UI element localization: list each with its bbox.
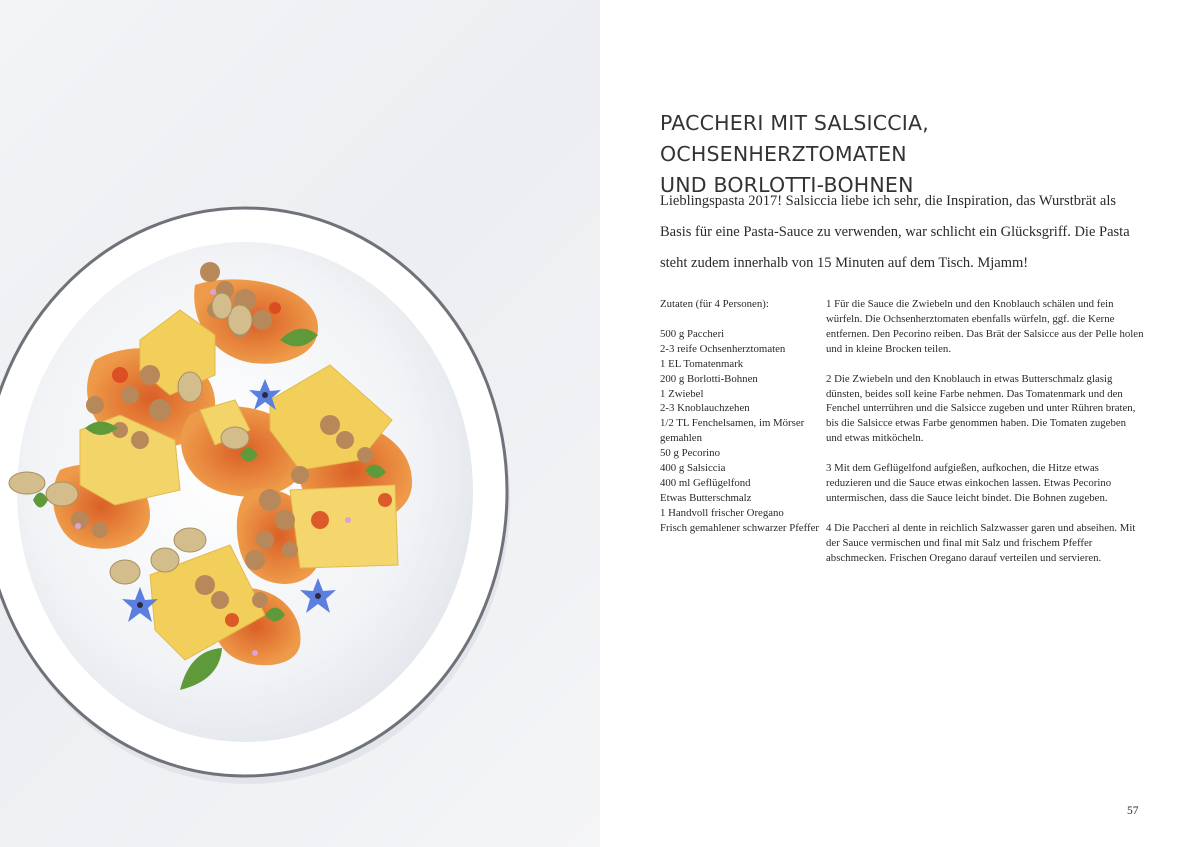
step-1: 1 Für die Sauce die Zwiebeln und den Knoblauch schälen und fein würfeln. Die Ochsenherztomaten ebenfalls würfeln, ggf. die Kerne entfernen. Den Pecorino reiben. Das Brät der Salsicce aus der Pelle holen und in kleine Brocken teilen. bbox=[826, 298, 1144, 355]
step-2: 2 Die Zwiebeln und den Knoblauch in etwas Butterschmalz glasig dünsten, beides soll keine Farbe nehmen. Das Tomatenmark und den Fenchel unterrühren und die Salsicce zugeben und unter Rühren braten, bis die Salsicce etwas Farbe genommen haben. Die Tomaten zugeben und etwas mitköcheln. bbox=[826, 372, 1136, 445]
ingredient-item: 2-3 Knoblauchzehen bbox=[660, 402, 750, 415]
ingredients-heading: Zutaten (für 4 Personen): bbox=[660, 298, 769, 310]
ingredient-item: 2-3 reife Ochsenherztomaten bbox=[660, 342, 786, 355]
ingredients-list bbox=[660, 327, 830, 536]
ingredients-column bbox=[660, 297, 830, 536]
step-3: 3 Mit dem Geflügelfond aufgießen, aufkochen, die Hitze etwas reduzieren und die Sauce etwas einkochen lassen. Etwas Pecorino untermischen, dass die Sauce leicht bindet. Die Bohnen zugeben. bbox=[826, 462, 1112, 504]
ingredient-item: 200 g Borlotti-Bohnen bbox=[660, 372, 758, 385]
ingredient-item: 1 Handvoll frischer Oregano bbox=[660, 506, 784, 519]
steps-column bbox=[826, 297, 1144, 581]
recipe-title-line-2: UND BORLOTTI-BOHNEN bbox=[660, 173, 914, 197]
ingredient-item: 400 ml Geflügelfond bbox=[660, 476, 751, 489]
recipe-page bbox=[600, 0, 1200, 847]
recipe-intro: Lieblingspasta 2017! Salsiccia liebe ich sehr, die Inspiration, das Wurstbrät als Basis für eine Pasta-Sauce zu verwenden, war schlicht ein Glücksgriff. Die Pasta steht zudem innerhalb von 15 Minuten auf dem Tisch. Mjamm! bbox=[660, 193, 1130, 271]
ingredient-item: 400 g Salsiccia bbox=[660, 462, 726, 475]
ingredient-item: 1/2 TL Fenchelsamen, im Mörser gemahlen bbox=[660, 417, 805, 445]
ingredient-item: 1 Zwiebel bbox=[660, 387, 704, 400]
step-4: 4 Die Paccheri al dente in reichlich Salzwasser garen und abseihen. Mit der Sauce vermischen und final mit Salz und frischem Pfeffer abschmecken. Frischen Oregano darauf verteilen und servieren. bbox=[826, 521, 1136, 564]
ingredient-item: Frisch gemahlener schwarzer Pfeffer bbox=[660, 521, 819, 534]
recipe-title-line-1: PACCHERI MIT SALSICCIA, OCHSENHERZTOMATEN bbox=[660, 111, 929, 166]
ingredient-item: 50 g Pecorino bbox=[660, 447, 720, 460]
page-number: 57 bbox=[1127, 805, 1139, 817]
ingredient-item: 1 EL Tomatenmark bbox=[660, 357, 744, 370]
ingredient-item: Etwas Butterschmalz bbox=[660, 491, 752, 504]
ingredient-item: 500 g Paccheri bbox=[660, 327, 725, 340]
